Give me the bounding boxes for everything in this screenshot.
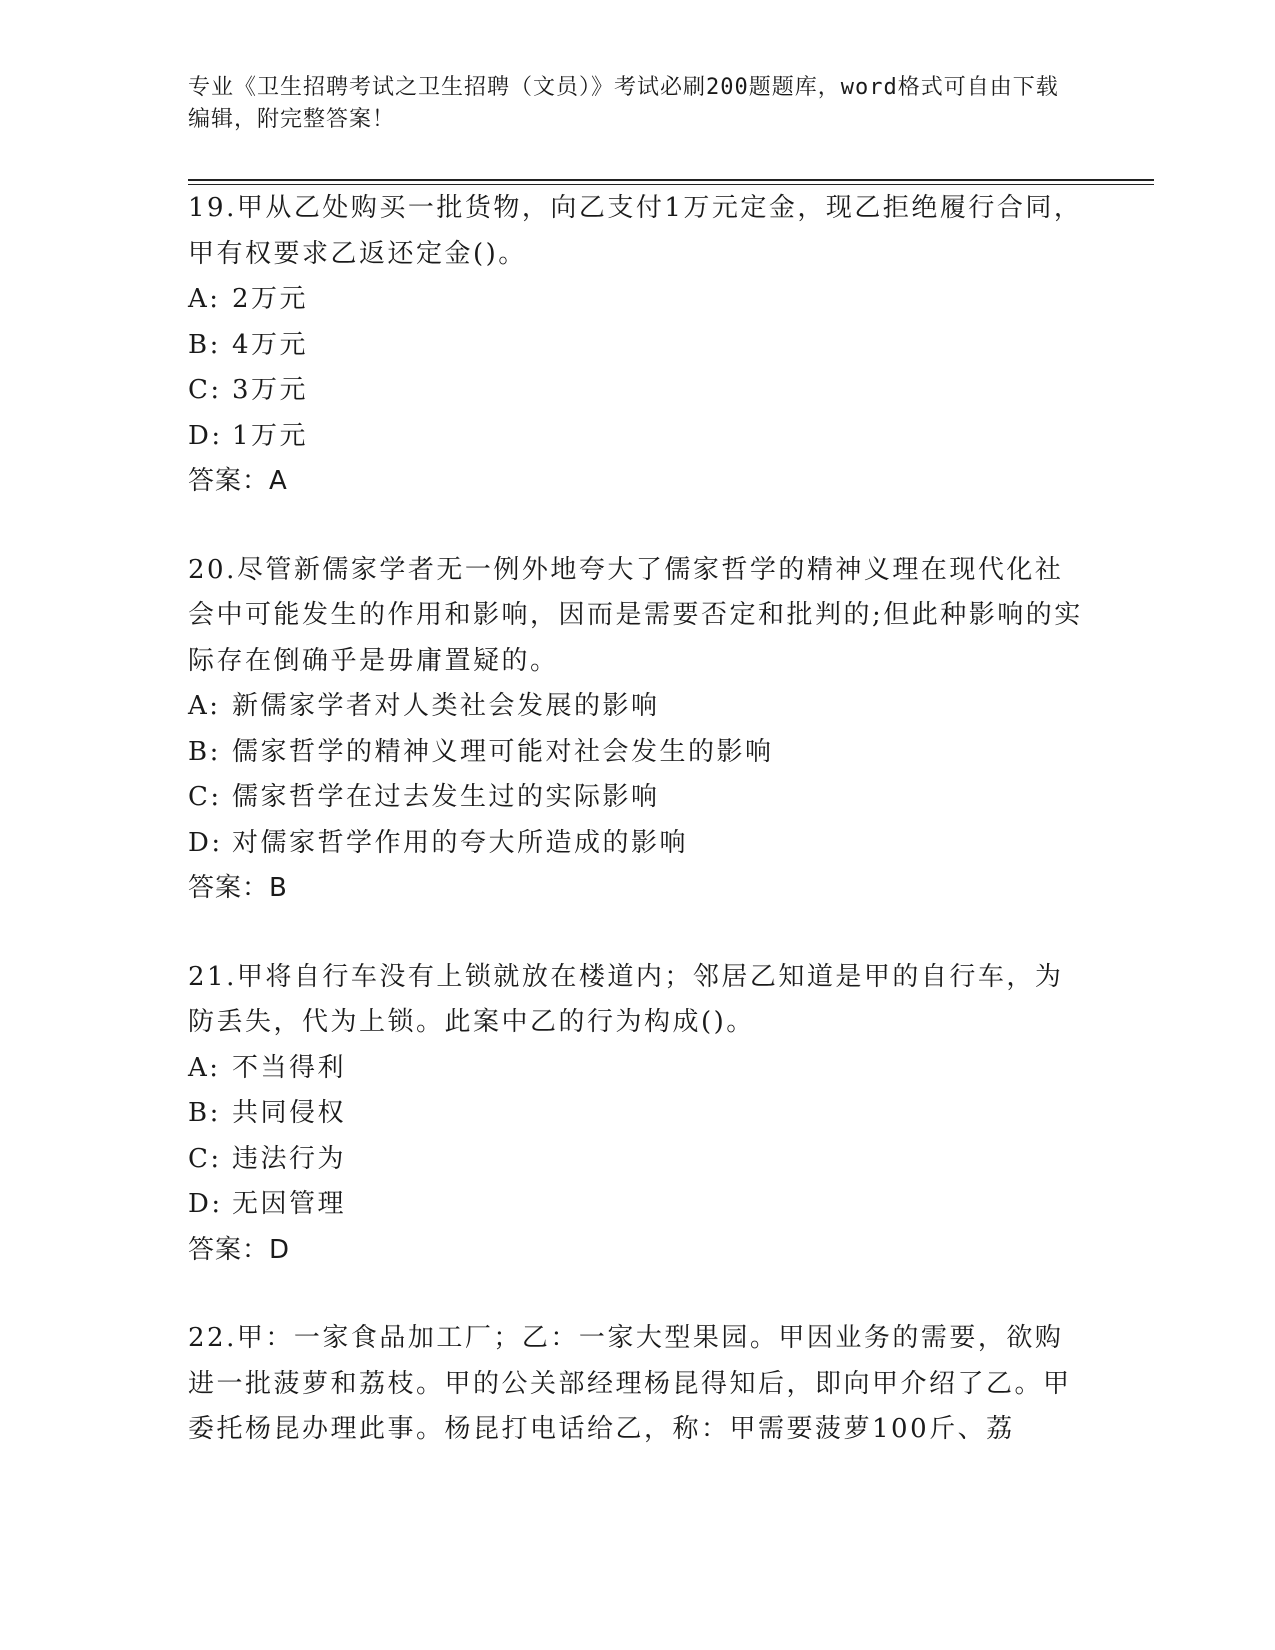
option-letter: B:: [188, 329, 221, 360]
option-b: [188, 730, 1088, 776]
question-list: [188, 186, 1088, 1453]
option-letter: D:: [188, 827, 223, 858]
option-letter: B:: [188, 736, 221, 767]
option-b: [188, 1091, 1088, 1137]
option-c: [188, 368, 1088, 414]
option-text: 无因管理: [232, 1189, 347, 1219]
answer-line: 答案：B: [188, 873, 288, 903]
option-text: 儒家哲学的精神义理可能对社会发生的影响: [232, 736, 774, 767]
option-letter: D:: [188, 420, 223, 451]
question-21: [188, 955, 1088, 1274]
option-a: [188, 684, 1088, 730]
question-spacer: [188, 505, 1088, 548]
option-a: [188, 277, 1088, 323]
option-letter: D:: [188, 1189, 223, 1219]
option-text: 不当得利: [232, 1052, 347, 1083]
option-letter: C:: [188, 782, 222, 812]
option-b: [188, 323, 1088, 369]
option-d: [188, 414, 1088, 460]
option-letter: C:: [188, 1143, 222, 1174]
option-letter: A:: [188, 691, 221, 721]
question-19: [188, 186, 1088, 505]
option-text: 儒家哲学在过去发生过的实际影响: [232, 782, 660, 812]
option-a: [188, 1046, 1088, 1092]
question-stem: 21.甲将自行车没有上锁就放在楼道内；邻居乙知道是甲的自行车，为防丢失，代为上锁。此案中乙的行为构成()。: [188, 961, 1064, 1037]
option-text: 4万元: [232, 329, 309, 360]
question-22: [188, 1316, 1088, 1453]
option-c: [188, 1137, 1088, 1183]
option-d: [188, 821, 1088, 867]
header-divider-thick: [188, 179, 1154, 181]
option-letter: A:: [188, 284, 221, 314]
question-spacer: [188, 912, 1088, 955]
option-text: 违法行为: [232, 1143, 347, 1174]
option-text: 共同侵权: [232, 1098, 347, 1128]
answer-line: 答案：D: [188, 1234, 291, 1265]
document-header-title: 专业《卫生招聘考试之卫生招聘（文员）》考试必刷200题题库，word格式可自由下载编辑，附完整答案！: [188, 75, 1059, 132]
option-text: 1万元: [232, 420, 309, 451]
option-text: 对儒家哲学作用的夸大所造成的影响: [232, 827, 689, 858]
question-20: [188, 548, 1088, 912]
option-text: 3万元: [232, 375, 309, 405]
option-letter: A:: [188, 1052, 221, 1083]
header-divider-thin: [188, 184, 1154, 185]
question-stem: 19.甲从乙处购买一批货物，向乙支付1万元定金，现乙拒绝履行合同，甲有权要求乙返还定金()。: [188, 193, 1083, 269]
question-stem: 20.尽管新儒家学者无一例外地夸大了儒家哲学的精神义理在现代化社会中可能发生的作用和影响，因而是需要否定和批判的;但此种影响的实际存在倒确乎是毋庸置疑的。: [188, 554, 1083, 676]
question-stem: 22.甲：一家食品加工厂；乙：一家大型果园。甲因业务的需要，欲购进一批菠萝和荔枝。甲的公关部经理杨昆得知后，即向甲介绍了乙。甲委托杨昆办理此事。杨昆打电话给乙，称：甲需要菠萝100斤、荔: [188, 1323, 1072, 1444]
answer-line: 答案：A: [188, 466, 288, 496]
option-letter: C:: [188, 375, 222, 405]
question-spacer: [188, 1273, 1088, 1316]
option-text: 2万元: [232, 284, 309, 314]
option-d: [188, 1182, 1088, 1228]
option-letter: B:: [188, 1098, 221, 1128]
option-text: 新儒家学者对人类社会发展的影响: [232, 691, 660, 721]
option-c: [188, 775, 1088, 821]
